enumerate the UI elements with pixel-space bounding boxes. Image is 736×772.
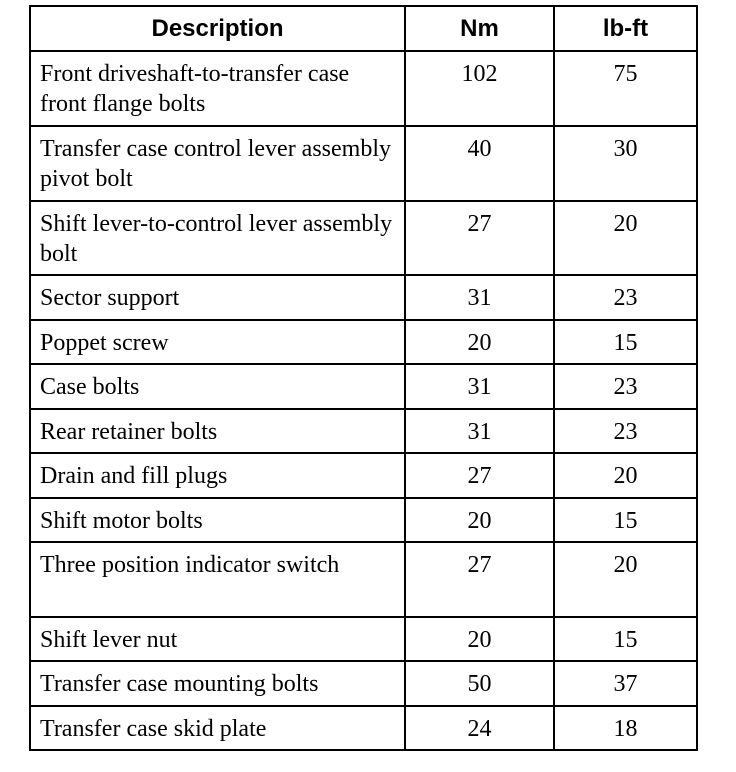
table-row bbox=[30, 364, 697, 409]
cell-nm: 27 bbox=[405, 201, 554, 275]
cell-description: Poppet screw bbox=[30, 320, 405, 364]
cell-lbft: 23 bbox=[554, 409, 697, 453]
cell-lbft: 30 bbox=[554, 126, 697, 201]
table-row bbox=[30, 201, 697, 275]
cell-lbft: 15 bbox=[554, 617, 697, 661]
cell-nm: 20 bbox=[405, 617, 554, 661]
table-row bbox=[30, 453, 697, 498]
table-row bbox=[30, 275, 697, 320]
cell-description: Transfer case mounting bolts bbox=[30, 661, 405, 706]
cell-lbft: 23 bbox=[554, 275, 697, 320]
table-row bbox=[30, 542, 697, 617]
table-row bbox=[30, 498, 697, 542]
cell-lbft: 15 bbox=[554, 320, 697, 364]
header-lbft: lb-ft bbox=[554, 6, 697, 51]
cell-description: Rear retainer bolts bbox=[30, 409, 405, 453]
cell-nm: 102 bbox=[405, 51, 554, 126]
cell-nm: 24 bbox=[405, 706, 554, 750]
cell-nm: 40 bbox=[405, 126, 554, 201]
table-row bbox=[30, 320, 697, 364]
header-row bbox=[30, 6, 697, 51]
cell-nm: 20 bbox=[405, 320, 554, 364]
cell-nm: 27 bbox=[405, 542, 554, 617]
header-description: Description bbox=[30, 6, 405, 51]
cell-nm: 31 bbox=[405, 275, 554, 320]
table-row bbox=[30, 706, 697, 750]
cell-description: Sector support bbox=[30, 275, 405, 320]
cell-description: Drain and fill plugs bbox=[30, 453, 405, 498]
cell-lbft: 20 bbox=[554, 201, 697, 275]
cell-description: Three position indicator switch bbox=[30, 542, 405, 617]
cell-lbft: 20 bbox=[554, 453, 697, 498]
cell-lbft: 37 bbox=[554, 661, 697, 706]
cell-lbft: 20 bbox=[554, 542, 697, 617]
cell-description: Transfer case control lever assembly pivot bolt bbox=[30, 126, 405, 201]
table-row bbox=[30, 617, 697, 661]
cell-description: Shift lever nut bbox=[30, 617, 405, 661]
cell-description: Case bolts bbox=[30, 364, 405, 409]
cell-description: Shift motor bolts bbox=[30, 498, 405, 542]
cell-description: Front driveshaft-to-transfer case front flange bolts bbox=[30, 51, 405, 126]
cell-description: Shift lever-to-control lever assembly bolt bbox=[30, 201, 405, 275]
cell-nm: 27 bbox=[405, 453, 554, 498]
cell-lbft: 18 bbox=[554, 706, 697, 750]
cell-nm: 20 bbox=[405, 498, 554, 542]
header-nm: Nm bbox=[405, 6, 554, 51]
cell-lbft: 23 bbox=[554, 364, 697, 409]
cell-nm: 50 bbox=[405, 661, 554, 706]
table-row bbox=[30, 126, 697, 201]
cell-lbft: 75 bbox=[554, 51, 697, 126]
cell-lbft: 15 bbox=[554, 498, 697, 542]
table-row bbox=[30, 51, 697, 126]
cell-nm: 31 bbox=[405, 364, 554, 409]
table-row bbox=[30, 409, 697, 453]
cell-nm: 31 bbox=[405, 409, 554, 453]
cell-description: Transfer case skid plate bbox=[30, 706, 405, 750]
table-row bbox=[30, 661, 697, 706]
torque-spec-table bbox=[29, 5, 698, 751]
